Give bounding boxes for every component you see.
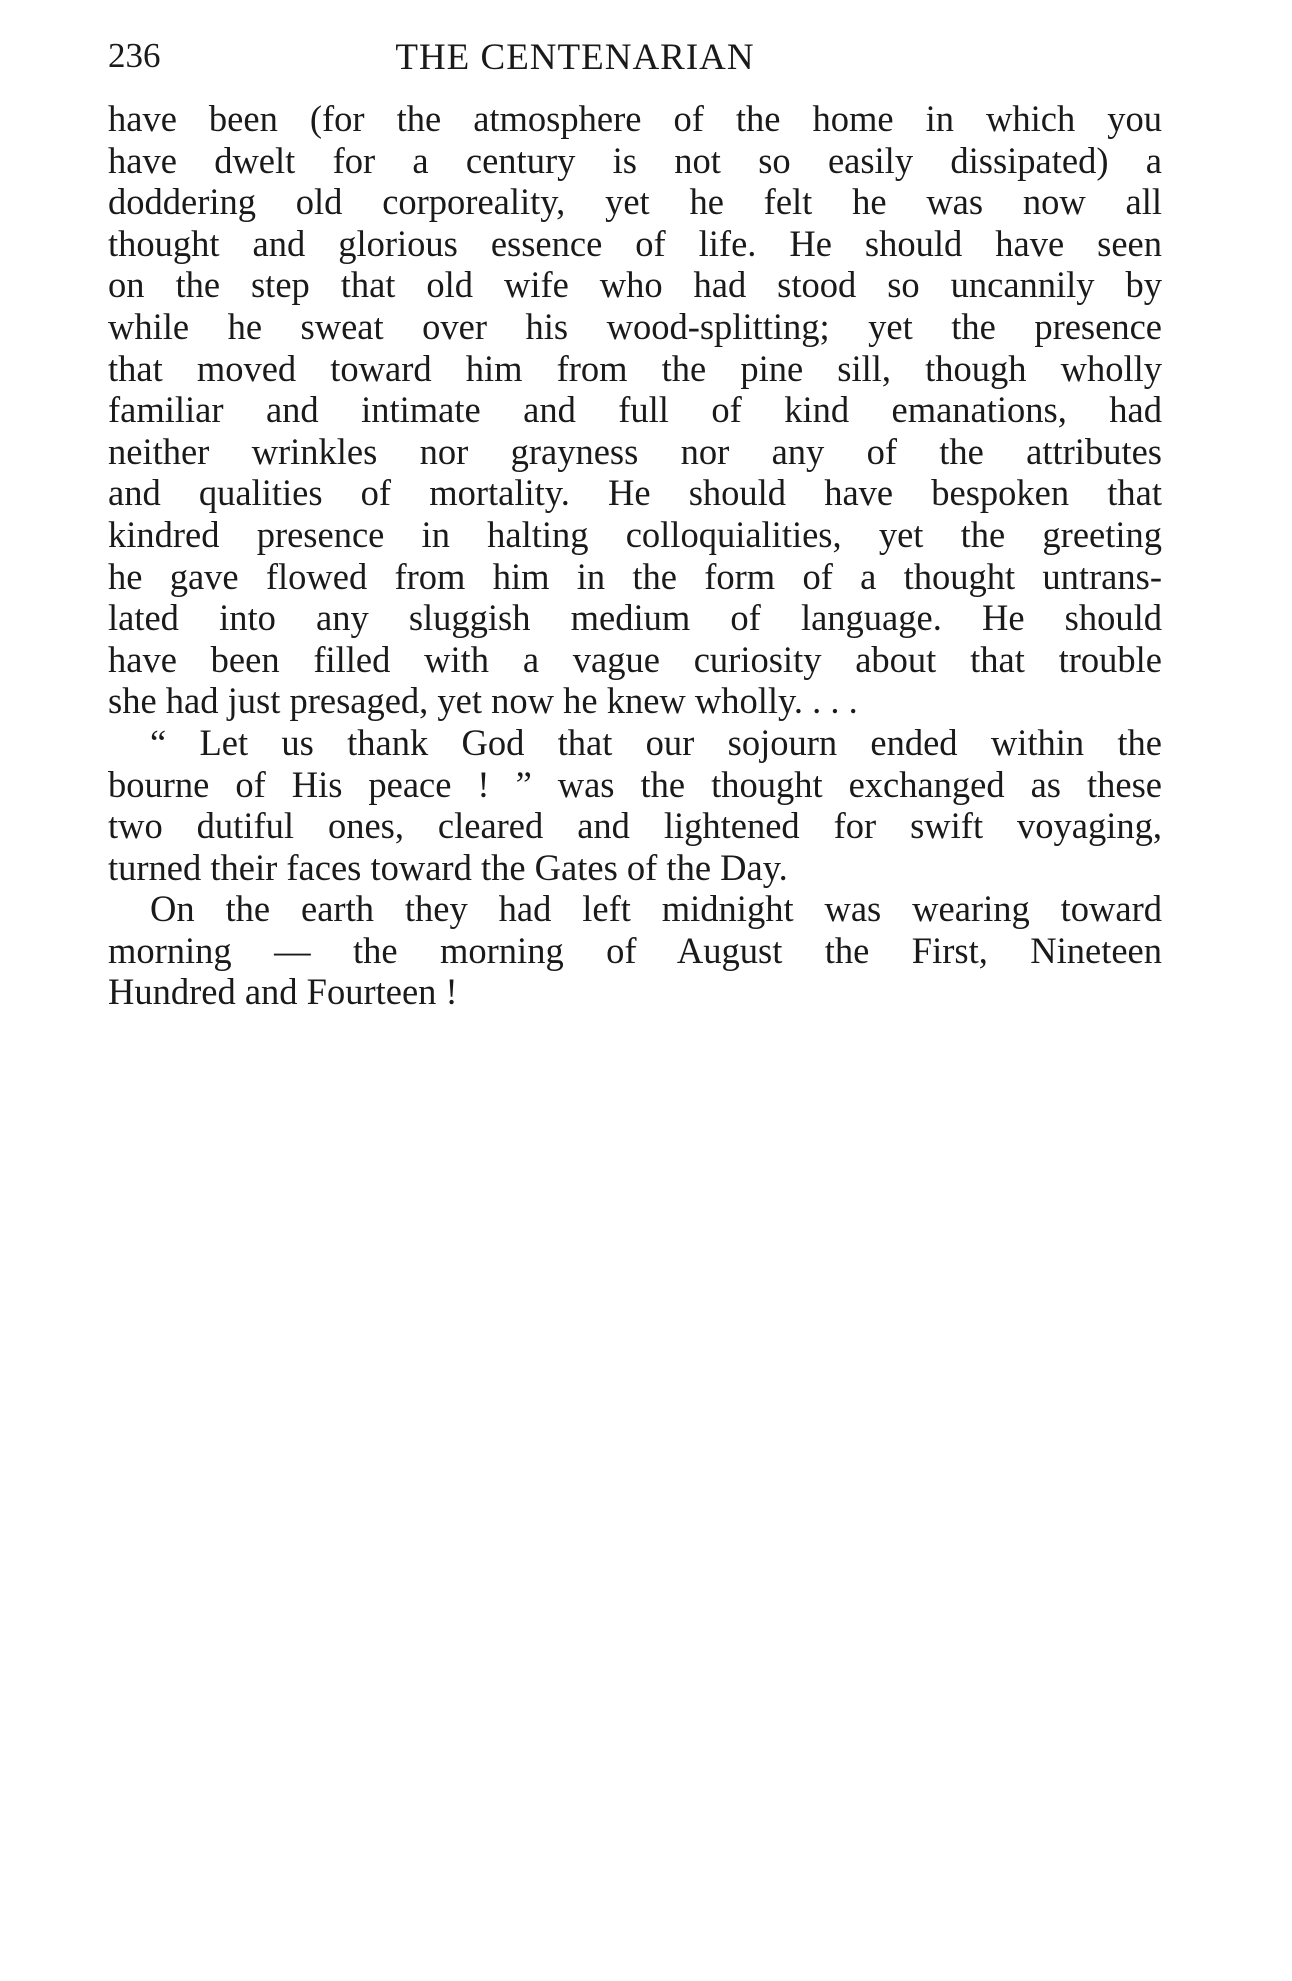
- text-line: two dutiful ones, cleared and lightened for swift voyaging,: [108, 805, 1162, 847]
- text-line: On the earth they had left midnight was wearing toward: [150, 888, 1162, 930]
- text-line: bourne of His peace ! ” was the thought exchanged as these: [108, 763, 1162, 805]
- text-line: he gave flowed from him in the form of a thought untrans-: [108, 555, 1162, 597]
- text-line: doddering old corporeality, yet he felt he was now all: [108, 181, 1162, 223]
- text-line: have dwelt for a century is not so easily dissipated) a: [108, 139, 1162, 181]
- text-line: that moved toward him from the pine sill, though wholly: [108, 347, 1162, 389]
- running-title: THE CENTENARIAN: [395, 37, 755, 78]
- text-line: Hundred and Fourteen !: [108, 971, 458, 1013]
- page-number: 236: [108, 36, 161, 75]
- body-text: [108, 98, 1162, 1013]
- paragraph-1: [108, 98, 1162, 722]
- text-line: kindred presence in halting colloquialities, yet the greeting: [108, 513, 1162, 555]
- paragraph-3: [108, 888, 1162, 1013]
- text-line: neither wrinkles nor grayness nor any of the attributes: [108, 430, 1162, 472]
- book-page: [108, 36, 1162, 1013]
- text-line: turned their faces toward the Gates of the Day.: [108, 846, 788, 888]
- paragraph-2: [108, 722, 1162, 888]
- text-line: familiar and intimate and full of kind emanations, had: [108, 389, 1162, 431]
- text-line: while he sweat over his wood-splitting; yet the presence: [108, 305, 1162, 347]
- text-line: and qualities of mortality. He should have bespoken that: [108, 472, 1162, 514]
- text-line: “ Let us thank God that our sojourn ended within the: [150, 721, 1162, 763]
- text-line: she had just presaged, yet now he knew wholly. . . .: [108, 680, 858, 722]
- text-line: thought and glorious essence of life. He should have seen: [108, 222, 1162, 264]
- text-line: have been (for the atmosphere of the home in which you: [108, 98, 1162, 139]
- running-head: [108, 36, 1162, 92]
- text-line: have been filled with a vague curiosity about that trouble: [108, 638, 1162, 680]
- text-line: on the step that old wife who had stood so uncannily by: [108, 264, 1162, 306]
- text-line: morning — the morning of August the First, Nineteen: [108, 929, 1162, 971]
- text-line: lated into any sluggish medium of language. He should: [108, 597, 1162, 639]
